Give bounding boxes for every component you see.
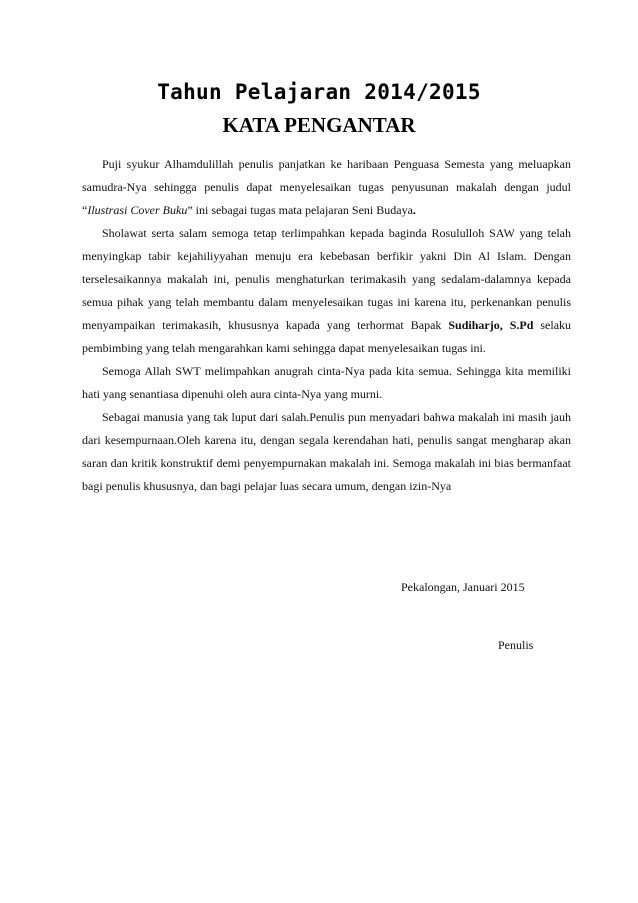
- school-year-title: Tahun Pelajaran 2014/2015: [157, 80, 481, 104]
- paragraph-text: selaku pembimbing yang telah mengarahkan kami sehingga dapat menyelesaikan tugas ini.: [82, 318, 572, 355]
- paragraph-prayer: Semoga Allah SWT melimpahkan anugrah cinta-Nya pada kita semua. Sehingga kita memiliki hati yang senantiasa dipenuhi oleh aura cinta-Nya yang murni.: [82, 364, 571, 401]
- paragraph-salutation: [82, 222, 571, 360]
- paragraph-text: ” ini sebagai tugas mata pelajaran Seni Budaya: [187, 203, 413, 217]
- paragraph-gratitude: [82, 153, 571, 222]
- supervisor-name: Sudiharjo, S.Pd: [448, 318, 534, 332]
- paper-title-italic: Ilustrasi Cover Buku: [87, 203, 188, 217]
- page-heading: KATA PENGANTAR: [222, 113, 416, 137]
- paragraph-closing: Sebagai manusia yang tak luput dari salah.Penulis pun menyadari bahwa makalah ini masih jauh dari kesempurnaan.Oleh karena itu, dengan segala kerendahan hati, penulis sangat mengharap akan saran dan kritik konstruktif demi penyempurnakan makalah ini. Semoga makalah ini bias bermanfaat bagi penulis khususnya, dan bagi pelajar luas secara umum, dengan izin-Nya: [82, 410, 571, 493]
- author-signature-label: Penulis: [498, 638, 534, 652]
- paragraph-text: Sholawat serta salam semoga tetap terlimpahkan kepada baginda Rosululloh SAW yang telah menyingkap tabir kejahiliyyahan menuju era kebebasan berfikir yakni Din Al Islam. Dengan terselesaikannya makalah ini, penulis menghaturkan terimakasih yang sedalam-dalamnya kepada semua pihak yang telah membantu dalam menyelesaikan tugas ini karena itu, perkenankan penulis menyampaikan terimakasih, khususnya kapada yang terhormat Bapak: [82, 226, 571, 332]
- paragraph-text: Puji syukur Alhamdulillah penulis panjatkan ke haribaan Penguasa Semesta yang meluapkan samudra-Nya sehingga penulis dapat menyelesaikan tugas penyusunan makalah dengan judul “: [82, 157, 571, 217]
- place-and-date: Pekalongan, Januari 2015: [401, 580, 525, 594]
- paragraph-end-mark: .: [412, 203, 416, 217]
- preface-body: [82, 153, 571, 498]
